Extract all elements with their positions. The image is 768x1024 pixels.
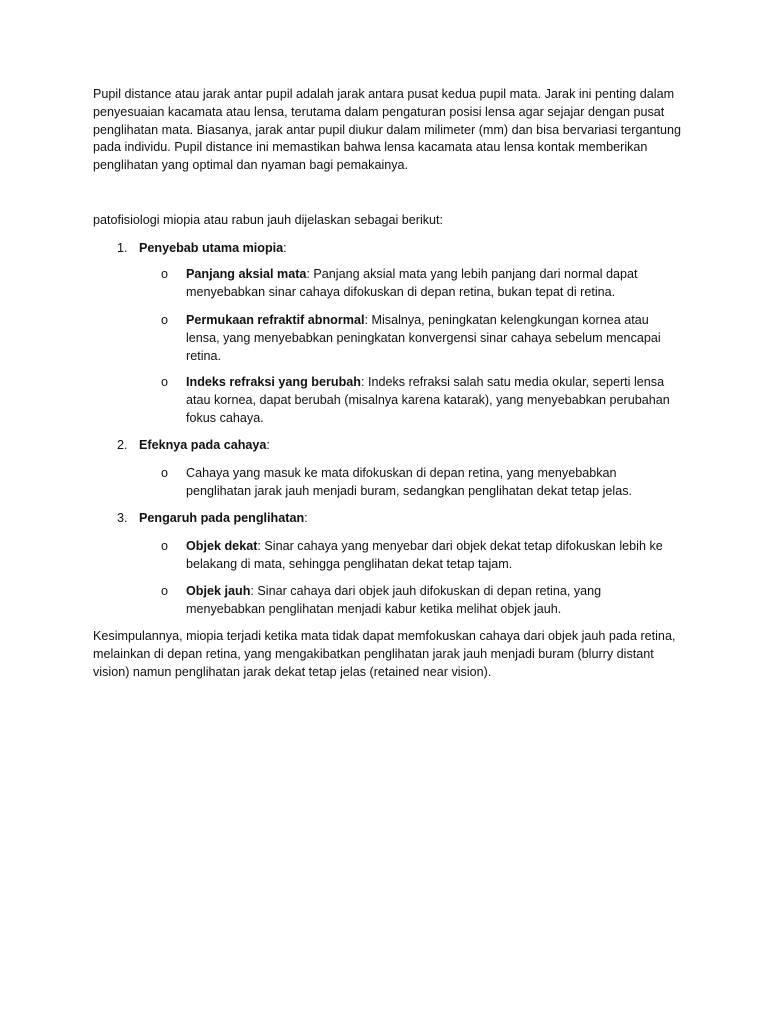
bullet-text	[186, 374, 676, 427]
bullet-text	[186, 266, 676, 302]
section-title-text: Pengaruh pada penglihatan	[139, 511, 305, 525]
bullet-term: Objek jauh	[186, 584, 251, 598]
section-title-text: Penyebab utama miopia	[139, 241, 284, 255]
section-title	[139, 510, 308, 528]
bullet-description: Cahaya yang masuk ke mata difokuskan di depan retina, yang menyebabkan penglihatan jarak jauh menjadi buram, sedangkan penglihatan dekat tetap jelas.	[186, 466, 632, 498]
lead-sentence: patofisiologi miopia atau rabun jauh dijelaskan sebagai berikut:	[93, 213, 444, 227]
list-number: 2.	[117, 438, 128, 452]
conclusion-paragraph: Kesimpulannya, miopia terjadi ketika mata tidak dapat memfokuskan cahaya dari objek jauh pada retina, melainkan di depan retina, yang mengakibatkan penglihatan jarak jauh menjadi buram (blurry distant vision) namun penglihatan jarak dekat tetap jelas (retained near vision).	[93, 629, 676, 679]
section-title	[139, 437, 270, 455]
section-title-colon: :	[283, 241, 287, 255]
bullet-description: : Sinar cahaya yang menyebar dari objek dekat tetap difokuskan lebih ke belakang di mata, sehingga penglihatan dekat tetap tajam.	[186, 539, 663, 571]
bullet-marker: o	[161, 375, 169, 389]
bullet-description: : Sinar cahaya dari objek jauh difokuskan di depan retina, yang menyebabkan penglihatan menjadi kabur ketika melihat objek jauh.	[186, 584, 602, 616]
section-title-colon: :	[266, 438, 270, 452]
bullet-description: : Indeks refraksi salah satu media okular, seperti lensa atau kornea, dapat berubah (misalnya karena katarak), yang menyebabkan perubahan fokus cahaya.	[186, 375, 670, 425]
bullet-term: Panjang aksial mata	[186, 267, 307, 281]
section-title	[139, 240, 287, 258]
bullet-term: Indeks refraksi yang berubah	[186, 375, 361, 389]
bullet-marker: o	[161, 313, 169, 327]
bullet-text	[186, 538, 676, 574]
bullet-text	[186, 312, 676, 365]
list-number: 1.	[117, 241, 128, 255]
section-title-colon: :	[304, 511, 308, 525]
bullet-term: Objek dekat	[186, 539, 258, 553]
bullet-description: : Panjang aksial mata yang lebih panjang dari normal dapat menyebabkan sinar cahaya difokuskan di depan retina, bukan tepat di retina.	[186, 267, 638, 299]
bullet-marker: o	[161, 584, 169, 598]
bullet-marker: o	[161, 466, 169, 480]
bullet-marker: o	[161, 267, 169, 281]
bullet-text	[186, 583, 676, 619]
bullet-description: : Misalnya, peningkatan kelengkungan kornea atau lensa, yang menyebabkan peningkatan konvergensi sinar cahaya sebelum mencapai retina.	[186, 313, 661, 363]
bullet-text	[186, 465, 676, 501]
section-title-text: Efeknya pada cahaya	[139, 438, 267, 452]
intro-paragraph: Pupil distance atau jarak antar pupil adalah jarak antara pusat kedua pupil mata. Jarak ini penting dalam penyesuaian kacamata atau lensa, terutama dalam pengaturan posisi lensa agar sejajar dengan pusat penglihatan mata. Biasanya, jarak antar pupil diukur dalam milimeter (mm) dan bisa bervariasi tergantung pada individu. Pupil distance ini memastikan bahwa lensa kacamata atau lensa kontak memberikan penglihatan yang optimal dan nyaman bagi pemakainya.	[93, 87, 682, 173]
list-number: 3.	[117, 511, 128, 525]
bullet-marker: o	[161, 539, 169, 553]
bullet-term: Permukaan refraktif abnormal	[186, 313, 365, 327]
